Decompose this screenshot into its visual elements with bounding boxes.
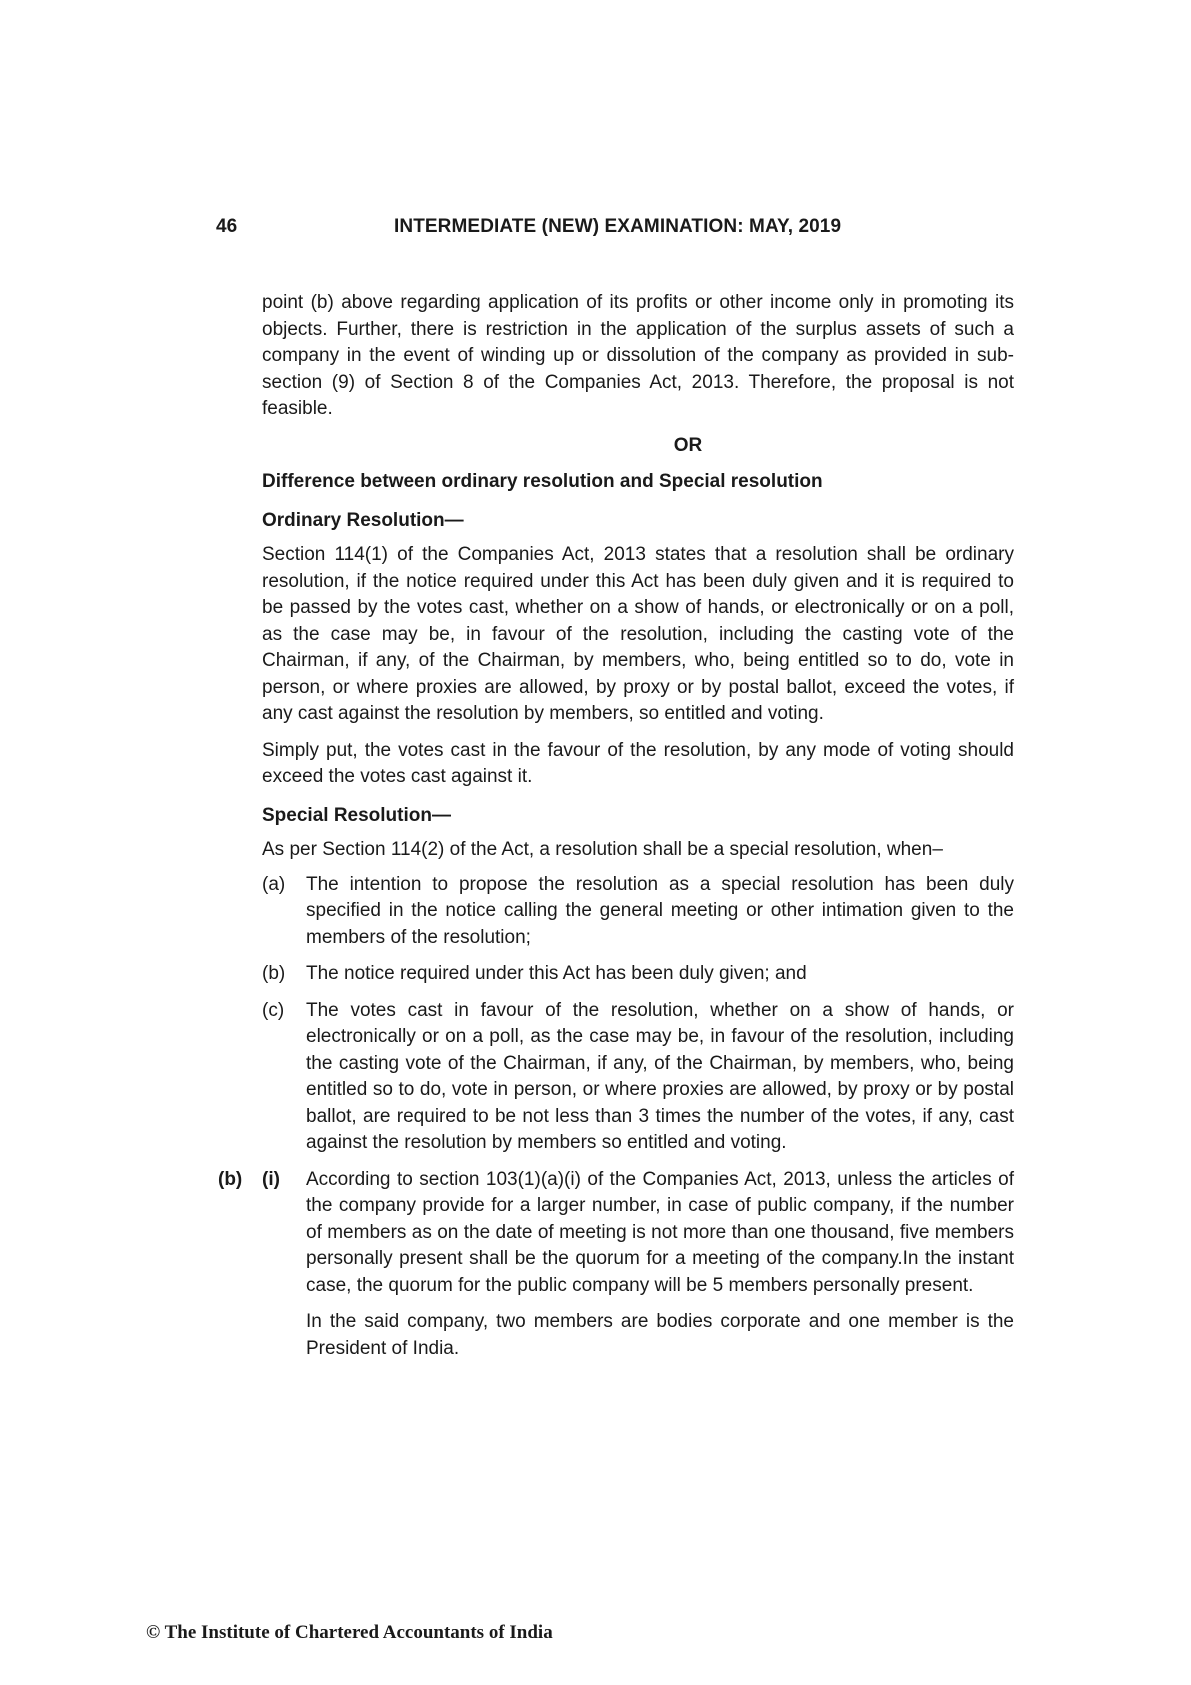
list-item — [262, 961, 1014, 988]
part-b-answer — [218, 1167, 1014, 1363]
part-b-labels — [218, 1167, 306, 1363]
special-resolution-intro: As per Section 114(2) of the Act, a resolution shall be a special resolution, when– — [262, 839, 943, 860]
list-item-text: The notice required under this Act has been duly given; and — [306, 963, 807, 984]
list-item-text: The votes cast in favour of the resolution, whether on a show of hands, or electronically or on a poll, as the case may be, in favour of the resolution, including the casting vote of the Chairman, if any, of the Chairman, by members, who, being entitled so to do, vote in person, or where proxies are allowed, by proxy or by postal ballot, are required to be not less than 3 times the number of the votes, if any, cast against the resolution by members so entitled and voting. — [306, 999, 1014, 1153]
intro-paragraph: point (b) above regarding application of its profits or other income only in promoting its objects. Further, there is restriction in the application of the surplus assets of such a company in the event of winding up or dissolution of the company as provided in sub-section (9) of Section 8 of the Companies Act, 2013. Therefore, the proposal is not feasible. — [262, 292, 1014, 419]
list-item-label: (a) — [262, 873, 286, 895]
special-resolution-conditions — [262, 872, 1014, 1157]
list-item-label: (c) — [262, 999, 285, 1021]
list-item-label: (b) — [262, 963, 286, 984]
ordinary-resolution-paragraph: Section 114(1) of the Companies Act, 2013 states that a resolution shall be ordinary resolution, if the notice required under this Act has been duly given and it is required to be passed by the votes cast, whether on a show of hands, or electronically or on a poll, as the case may be, in favour of the resolution, including the casting vote of the Chairman, if any, of the Chairman, by members, who, being entitled so to do, vote in person, or where proxies are allowed, by proxy or by postal ballot, exceed the votes, if any cast against the resolution by members, so entitled and voting. — [262, 544, 1014, 724]
quorum-paragraph: According to section 103(1)(a)(i) of the Companies Act, 2013, unless the articles of the company provide for a larger number, in case of public company, if the number of members as on the date of meeting is not more than one thousand, five members personally present shall be the quorum for a meeting of the company.In the instant case, the quorum for the public company will be 5 members personally present. — [306, 1168, 1014, 1296]
members-paragraph: In the said company, two members are bodies corporate and one member is the President of India. — [306, 1311, 1014, 1359]
header-title: INTERMEDIATE (NEW) EXAMINATION: MAY, 2019 — [394, 216, 842, 237]
part-b-text — [306, 1167, 1014, 1363]
difference-heading: Difference between ordinary resolution and Special resolution — [262, 471, 823, 492]
or-divider: OR — [673, 434, 703, 456]
page-header — [216, 216, 1016, 246]
page-number: 46 — [216, 216, 238, 237]
ordinary-resolution-heading: Ordinary Resolution— — [262, 509, 464, 531]
ordinary-resolution-summary: Simply put, the votes cast in the favour of the resolution, by any mode of voting should exceed the votes cast against it. — [262, 739, 1014, 787]
copyright-footer: © The Institute of Chartered Accountants of India — [146, 1622, 553, 1643]
list-item — [262, 872, 1014, 952]
sub-part-label: (i) — [262, 1168, 280, 1190]
list-item — [262, 998, 1014, 1157]
list-item-text: The intention to propose the resolution as a special resolution has been duly specified in the notice calling the general meeting or other intimation given to the members of the resolution; — [306, 873, 1014, 948]
special-resolution-heading: Special Resolution— — [262, 804, 451, 826]
document-body — [218, 290, 1014, 1362]
part-label: (b) — [218, 1168, 243, 1190]
